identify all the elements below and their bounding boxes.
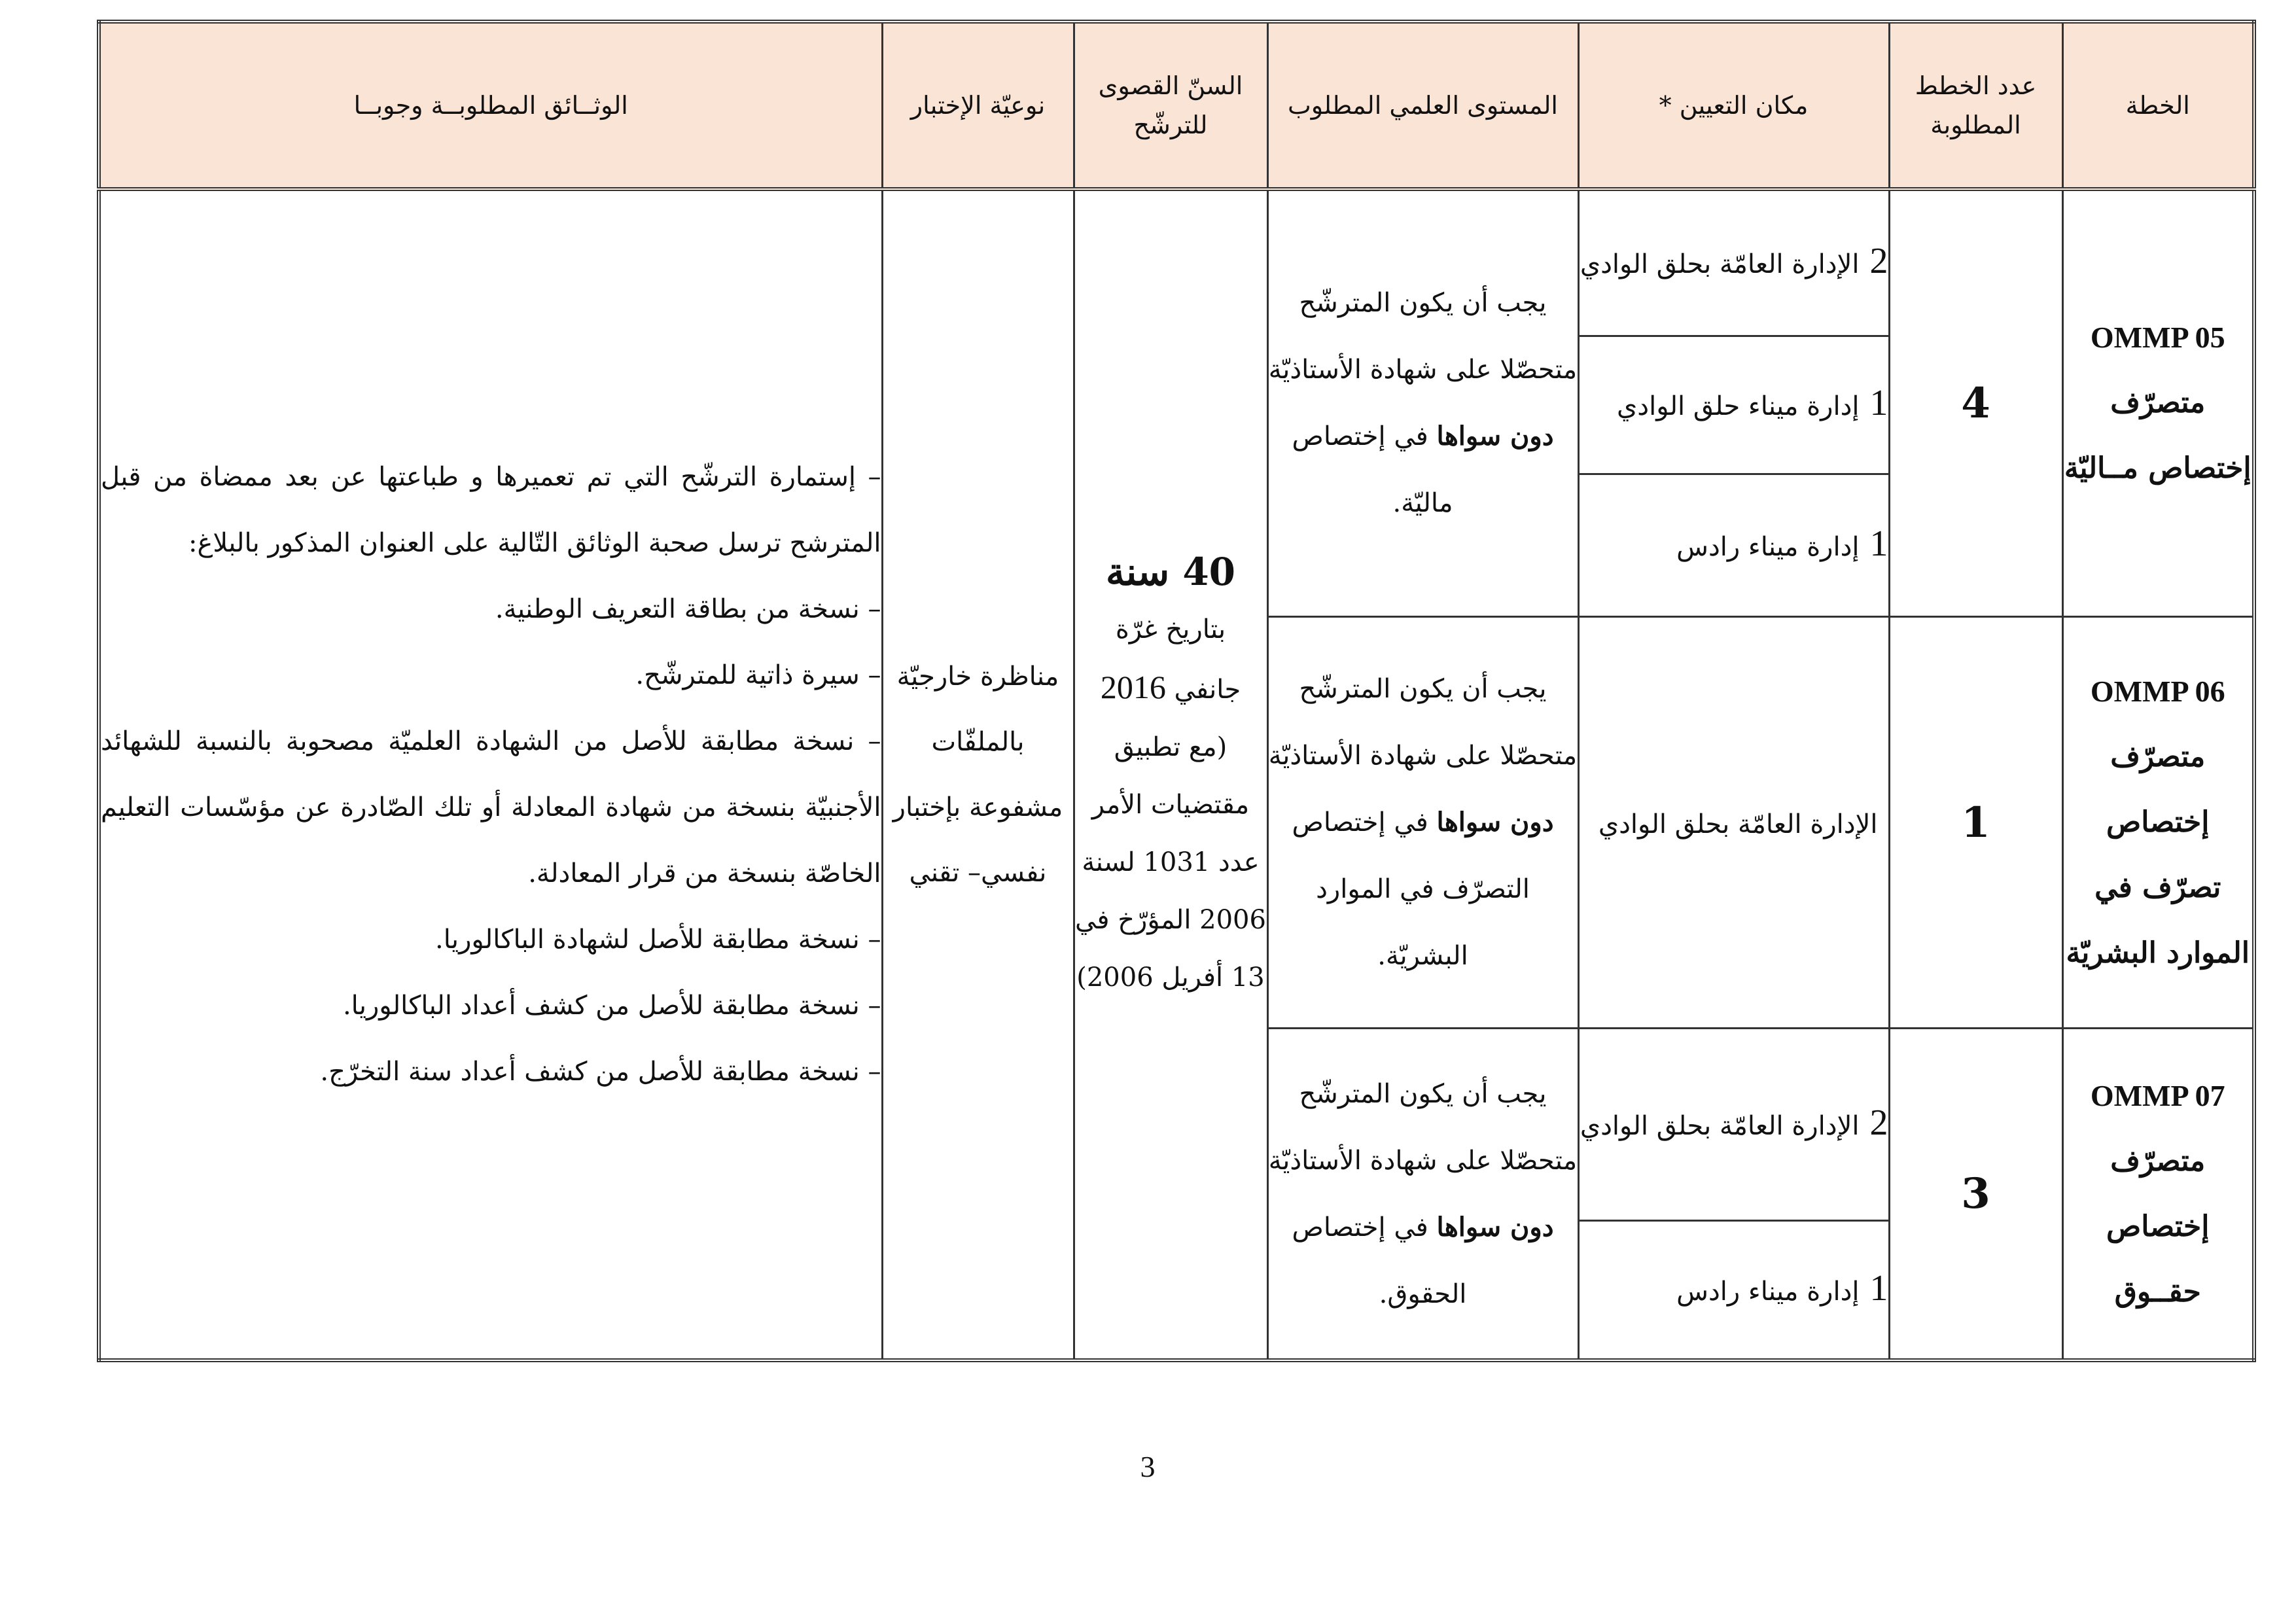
count-cell: 3 — [1889, 1029, 2062, 1360]
header-level: المستوى العلمي المطلوب — [1267, 22, 1578, 189]
document-item: – نسخة مطابقة للأصل من كشف أعداد سنة التخرّج. — [320, 1057, 881, 1087]
age-note: (مع تطبيق مقتضيات الأمر عدد 1031 لسنة 2006 المؤرّخ في 13 أفريل 2006) — [1075, 732, 1266, 993]
place-name: إدارة ميناء رادس — [1676, 1277, 1860, 1307]
plan-code: OMMP 06 — [2090, 675, 2225, 709]
level-cell — [1267, 189, 1578, 616]
document-item: – نسخة مطابقة للأصل من الشهادة العلميّة مصحوبة بالنسبة للشهائد الأجنبيّة بنسخة من شهادة المعادلة أو تلك الصّادرة عن مؤسّسات التعليم الخاصّة بنسخة من قرار المعادلة. — [101, 726, 881, 889]
document-item: – نسخة مطابقة للأصل من كشف أعداد الباكالوريا. — [342, 991, 881, 1021]
documents-cell — [99, 189, 882, 1360]
place-name: إدارة ميناء حلق الوادي — [1616, 391, 1860, 422]
page-number: 3 — [1140, 1450, 1156, 1483]
place-cell — [1578, 474, 1889, 616]
plan-cell — [2062, 1029, 2254, 1360]
place-count: 2 — [1869, 1102, 1888, 1144]
plan-cell — [2062, 616, 2254, 1028]
place-count: 1 — [1869, 1268, 1888, 1309]
place-cell — [1578, 189, 1889, 336]
header-age: السنّ القصوى للترشّح — [1074, 22, 1267, 189]
count-cell: 4 — [1889, 189, 2062, 616]
plan-title: متصرّف إختصاص مــاليّة — [2064, 386, 2252, 485]
place-count: 2 — [1869, 241, 1888, 282]
recruitment-table — [97, 20, 2256, 1362]
document-item: – سيرة ذاتية للمترشّح. — [635, 660, 881, 690]
place-name: إدارة ميناء رادس — [1676, 531, 1860, 562]
level-specialty: في إختصاص الحقوق. — [1292, 1212, 1467, 1309]
place-name: الإدارة العامّة بحلق الوادي — [1598, 809, 1878, 839]
place-count: 1 — [1869, 523, 1888, 564]
place-name: الإدارة العامّة بحلق الوادي — [1580, 1111, 1860, 1142]
plan-title: متصرّف إختصاص حقــوق — [2106, 1144, 2210, 1309]
level-cell — [1267, 1029, 1578, 1360]
plan-cell — [2062, 189, 2254, 616]
level-emphasis: دون سواها — [1436, 1211, 1554, 1243]
place-cell — [1578, 1029, 1889, 1221]
table-row — [99, 189, 2254, 336]
header-row — [99, 22, 2254, 189]
document-item: – نسخة مطابقة للأصل لشهادة الباكالوريا. — [435, 925, 881, 955]
level-specialty: في إختصاص التصرّف في الموارد البشريّة. — [1292, 807, 1530, 972]
age-cell — [1074, 189, 1267, 1360]
place-name: الإدارة العامّة بحلق الوادي — [1580, 249, 1860, 280]
header-count: عدد الخطط المطلوبة — [1889, 22, 2062, 189]
plan-code: OMMP 07 — [2090, 1078, 2225, 1112]
level-emphasis: دون سواها — [1436, 807, 1554, 838]
place-count: 1 — [1869, 383, 1888, 424]
age-date-year: 2016 — [1100, 669, 1166, 705]
place-cell — [1578, 336, 1889, 474]
header-plan: الخطة — [2062, 22, 2254, 189]
document-item: – إستمارة الترشّح التي تم تعميرها و طباعتها عن بعد ممضاة من قبل المترشح ترسل صحبة الوثائق التّالية على العنوان المذكور بالبلاغ: — [101, 462, 881, 558]
plan-title: متصرّف إختصاص تصرّف في الموارد البشريّة — [2066, 740, 2250, 970]
count-cell: 1 — [1889, 616, 2062, 1028]
place-cell — [1578, 1221, 1889, 1360]
age-value: 40 سنة — [1105, 550, 1236, 594]
header-place: مكان التعيين * — [1578, 22, 1889, 189]
exam-cell: مناظرة خارجيّة بالملفّات مشفوعة بإختبار نفسي– تقني — [882, 189, 1074, 1360]
age-date-month: جانفي — [1174, 675, 1241, 705]
plan-code: OMMP 05 — [2090, 321, 2225, 355]
header-exam: نوعيّة الإختبار — [882, 22, 1074, 189]
level-text: يجب أن يكون المترشّح متحصّلا على شهادة الأستاذيّة — [1268, 674, 1578, 771]
level-cell — [1267, 616, 1578, 1028]
level-text: يجب أن يكون المترشّح متحصّلا على شهادة الأستاذيّة — [1268, 288, 1578, 385]
header-docs: الوثــائق المطلوبــة وجوبــا — [99, 22, 882, 189]
level-specialty: في إختصاص ماليّة. — [1292, 421, 1453, 519]
level-text: يجب أن يكون المترشّح متحصّلا على شهادة الأستاذيّة — [1268, 1078, 1578, 1176]
level-emphasis: دون سواها — [1436, 421, 1554, 452]
document-item: – نسخة من بطاقة التعريف الوطنية. — [495, 594, 881, 624]
place-cell — [1578, 616, 1889, 1028]
age-date-prefix: بتاريخ غرّة — [1115, 614, 1226, 644]
